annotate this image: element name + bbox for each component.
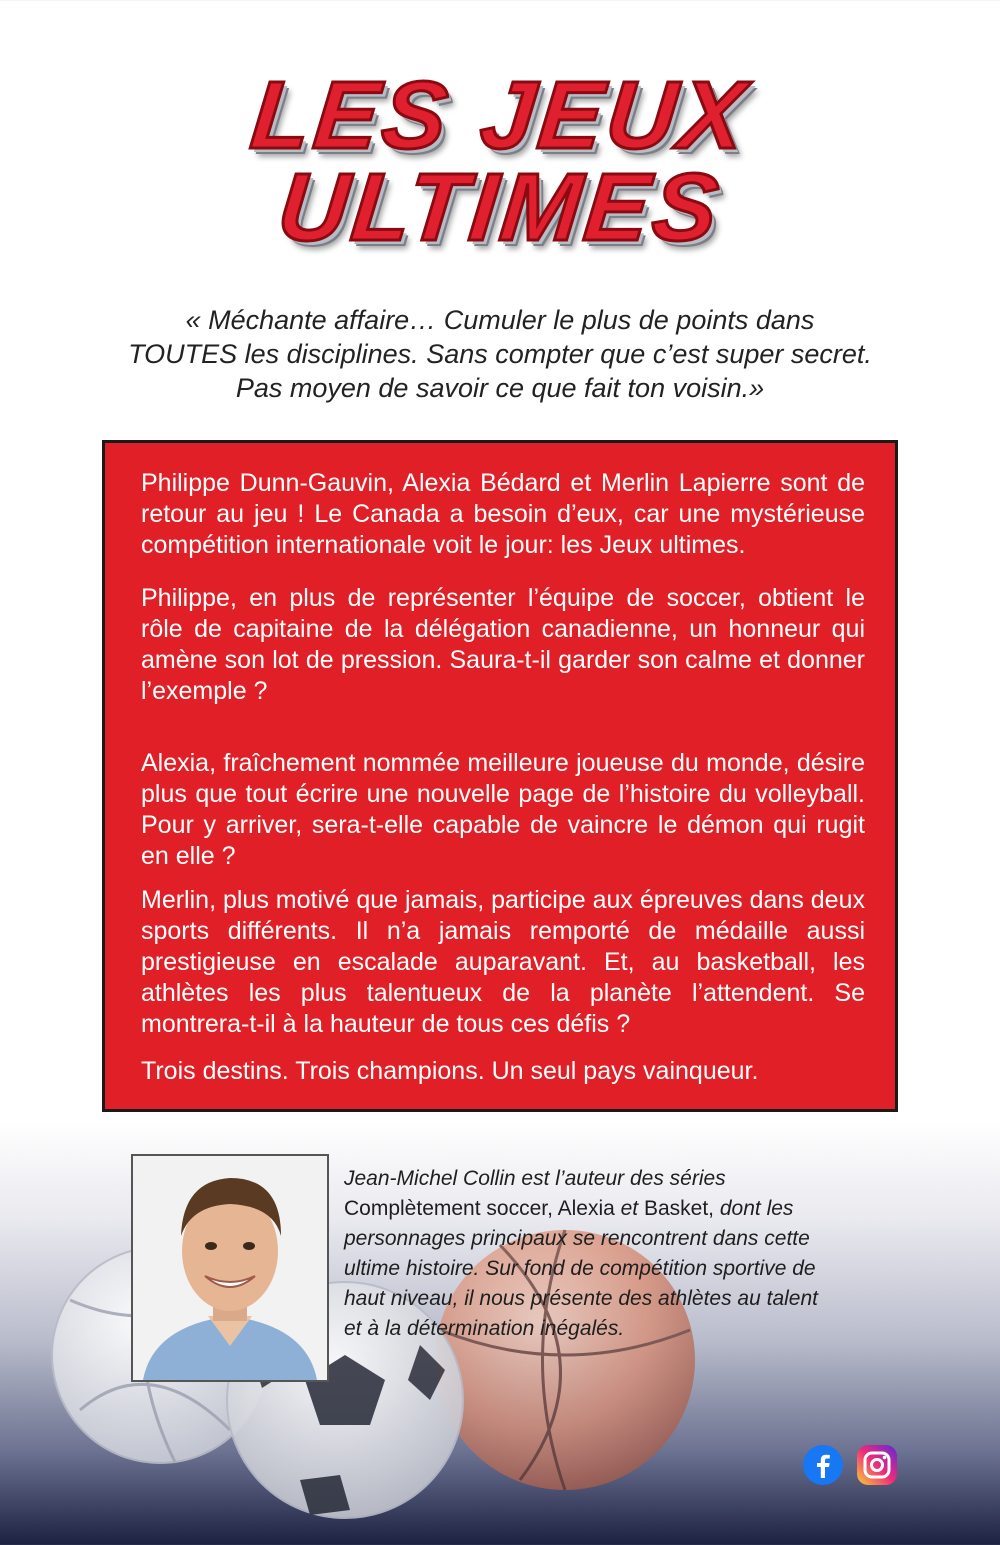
quote-line: Pas moyen de savoir ce que fait ton voisin.» <box>235 373 765 403</box>
summary-paragraph: Philippe Dunn-Gauvin, Alexia Bédard et Merlin Lapierre sont de retour au jeu ! Le Canada a besoin d’eux, car une mystérieuse compétition internationale voit le jour: les Jeux ultimes. <box>141 469 865 559</box>
author-photo <box>131 1154 329 1382</box>
author-bio-line: personnages principaux se rencontrent dans cette <box>344 1227 810 1250</box>
conjunction: et <box>614 1197 644 1220</box>
author-bio-line: et à la détermination inégalés. <box>344 1317 625 1340</box>
instagram-icon[interactable] <box>856 1444 898 1486</box>
series-title: Basket, <box>643 1197 715 1220</box>
author-bio-line: ultime histoire. Sur fond de compétition sportive de <box>344 1257 816 1280</box>
author-bio-line: Jean-Michel Collin est l’auteur des séries <box>344 1167 726 1190</box>
author-bio <box>344 1164 884 1344</box>
quote-line: « Méchante affaire… Cumuler le plus de points dans <box>185 305 815 335</box>
summary-box <box>102 440 898 1112</box>
author-bio-line <box>344 1194 884 1224</box>
summary-paragraph: Trois destins. Trois champions. Un seul pays vainqueur. <box>141 1057 759 1085</box>
summary-paragraph: Philippe, en plus de représenter l’équipe de soccer, obtient le rôle de capitaine de la délégation canadienne, un honneur qui amène son lot de pression. Saura-t-il garder son calme et donner l’exemple ? <box>141 584 865 705</box>
facebook-icon[interactable] <box>802 1444 844 1486</box>
title-line-1: LES JEUX <box>246 62 754 169</box>
quote-line: TOUTES les disciplines. Sans compter que c’est super secret. <box>128 339 872 369</box>
author-bio-text: dont les <box>714 1197 794 1220</box>
series-title: Complètement soccer, Alexia <box>344 1197 615 1220</box>
author-bio-line: haut niveau, il nous présente des athlètes au talent <box>344 1287 818 1310</box>
summary-paragraph: Alexia, fraîchement nommée meilleure joueuse du monde, désire plus que tout écrire une nouvelle page de l’histoire du volleyball. Pour y arriver, sera-t-elle capable de vaincre le démon qui rugit en elle ? <box>141 749 865 870</box>
summary-paragraph: Merlin, plus motivé que jamais, participe aux épreuves dans deux sports différents. Il n’a jamais remporté de médaille aussi prestigieuse en escalade auparavant. Et, au basketball, les athlètes les plus talentueux de la planète l’attendent. Se montrera-t-il à la hauteur de tous ces défis ? <box>141 886 865 1038</box>
title-line-2: ULTIMES <box>273 154 727 261</box>
tagline-quote <box>0 303 1000 405</box>
